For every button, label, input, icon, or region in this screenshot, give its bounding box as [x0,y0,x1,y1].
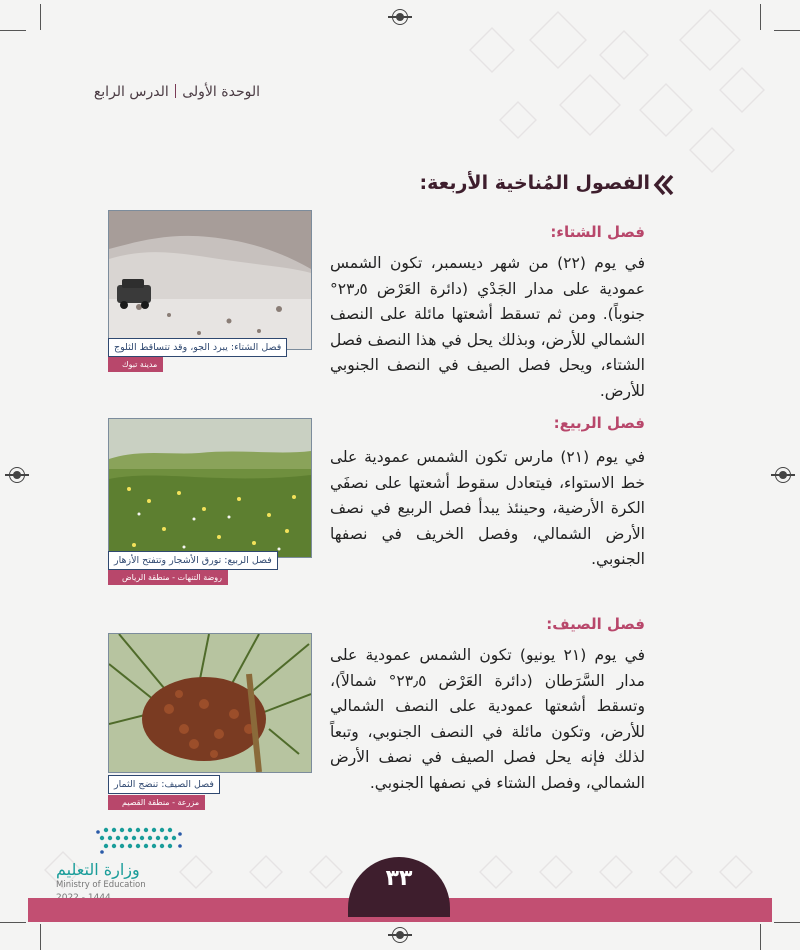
crop-mark [40,4,41,30]
ministry-name-arabic: وزارة التعليم [56,860,140,879]
crop-mark [0,922,26,923]
registration-mark-icon [392,9,408,25]
spring-photo [108,418,312,558]
winter-heading: فصل الشتاء: [550,223,645,241]
summer-photo [108,633,312,773]
unit-label: الوحدة الأولى [182,84,260,100]
winter-paragraph: في يوم (٢٢) من شهر ديسمبر، تكون الشمس عمودية على مدار الجَدْي (دائرة العَرْض ٢٣٫٥° جنوباً). ومن ثم تسقط أشعتها مائلة على النصف الشمالي للأرض، وبذلك يحل في هذا النصف فصل الشتاء، ويحل فصل الصيف في النصف الجنوبي للأرض. [330,254,646,400]
page-number: ٣٣ [385,866,413,891]
spring-photo-location: روضة التنهات - منطقة الرياض [108,570,228,585]
winter-photo [108,210,312,350]
summer-paragraph: في يوم (٢١ يونيو) تكون الشمس عمودية على مدار السَّرَطان (دائرة العَرْض ٢٣٫٥° شمالاً)، وتسقط أشعتها عمودية على النصف الشمالي للأرض، وتكون مائلة في النصف الجنوبي، وتبعاً لذلك فإنه يحل فصل الصيف في نصف الأرض الشمالي، وفصل الشتاء في نصفها الجنوبي. [330,646,645,792]
summer-photo-location: مزرعة - منطقة القصيم [108,795,205,810]
summer-photo-caption: فصل الصيف: تنضج الثمار [108,775,220,794]
registration-mark-icon [775,467,791,483]
crop-mark [774,922,800,923]
crop-mark [774,30,800,31]
crop-mark [760,924,761,950]
ministry-logo-icon [96,822,186,858]
winter-photo-caption: فصل الشتاء: يبرد الجو، وقد تتساقط الثلوج [108,338,287,357]
crop-mark [760,4,761,30]
lesson-label: الدرس الرابع [93,84,169,100]
summer-heading: فصل الصيف: [546,615,645,633]
ministry-name-english: Ministry of Education [56,880,146,890]
spring-paragraph: في يوم (٢١) مارس تكون الشمس عمودية على خط الاستواء، فيتعادل سقوط أشعتها على نصفَي الكرة الأرضية، وحينئذ يبدأ فصل الربيع في نصف الأرض الشمالي، وفصل الخريف في نصفها الجنوبي. [330,448,645,569]
spring-photo-caption: فصل الربيع: تورق الأشجار وتتفتح الأزهار [108,551,278,570]
crop-mark [0,30,26,31]
header-divider [175,84,177,98]
winter-photo-location: مدينة تبوك [108,357,163,372]
crop-mark [40,924,41,950]
registration-mark-icon [9,467,25,483]
spring-heading: فصل الربيع: [553,414,645,432]
double-chevron-icon [652,174,674,196]
running-header [94,84,260,100]
registration-mark-icon [392,927,408,943]
section-title: الفصول المُناخية الأربعة: [419,172,650,194]
